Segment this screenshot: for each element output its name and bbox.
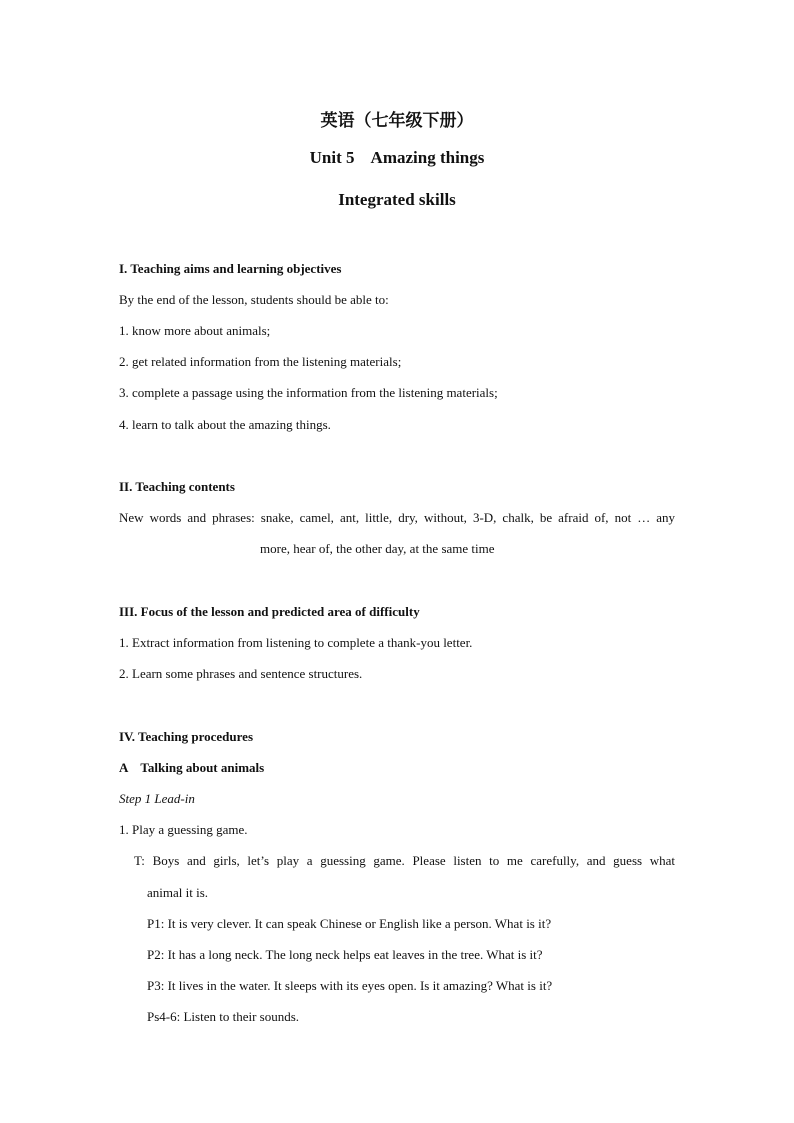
procedure-item: 1. Play a guessing game. bbox=[119, 822, 248, 837]
aims-intro: By the end of the lesson, students should be able to: bbox=[119, 292, 389, 307]
lesson-title: Integrated skills bbox=[338, 190, 456, 209]
part-a-heading: A Talking about animals bbox=[119, 760, 265, 775]
guess-prompt: P2: It has a long neck. The long neck helps eat leaves in the tree. What is it? bbox=[147, 947, 543, 962]
section-heading-contents: II. Teaching contents bbox=[119, 479, 235, 494]
aim-item: 1. know more about animals; bbox=[119, 323, 271, 338]
unit-title: Unit 5 Amazing things bbox=[309, 148, 485, 167]
aim-item: 2. get related information from the listening materials; bbox=[119, 354, 402, 369]
step-heading: Step 1 Lead-in bbox=[119, 791, 195, 806]
teacher-line: T: Boys and girls, let’s play a guessing game. Please listen to me carefully, and guess what bbox=[134, 853, 675, 868]
contents-line: more, hear of, the other day, at the same time bbox=[260, 541, 495, 556]
focus-item: 2. Learn some phrases and sentence structures. bbox=[119, 666, 363, 681]
section-heading-aims: I. Teaching aims and learning objectives bbox=[119, 261, 342, 276]
guess-prompt: Ps4-6: Listen to their sounds. bbox=[147, 1009, 300, 1024]
guess-prompt: P3: It lives in the water. It sleeps with its eyes open. Is it amazing? What is it? bbox=[147, 978, 553, 993]
focus-item: 1. Extract information from listening to complete a thank-you letter. bbox=[119, 635, 473, 650]
teacher-line: animal it is. bbox=[147, 885, 209, 900]
aim-item: 3. complete a passage using the information from the listening materials; bbox=[119, 385, 498, 400]
contents-line: New words and phrases: snake, camel, ant, little, dry, without, 3-D, chalk, be afraid of, not … any bbox=[119, 510, 675, 525]
section-heading-procedures: IV. Teaching procedures bbox=[119, 729, 254, 744]
subject-title: 英语（七年级下册） bbox=[320, 111, 474, 130]
section-heading-focus: III. Focus of the lesson and predicted area of difficulty bbox=[119, 604, 420, 619]
guess-prompt: P1: It is very clever. It can speak Chinese or English like a person. What is it? bbox=[147, 916, 552, 931]
aim-item: 4. learn to talk about the amazing things. bbox=[119, 417, 331, 432]
